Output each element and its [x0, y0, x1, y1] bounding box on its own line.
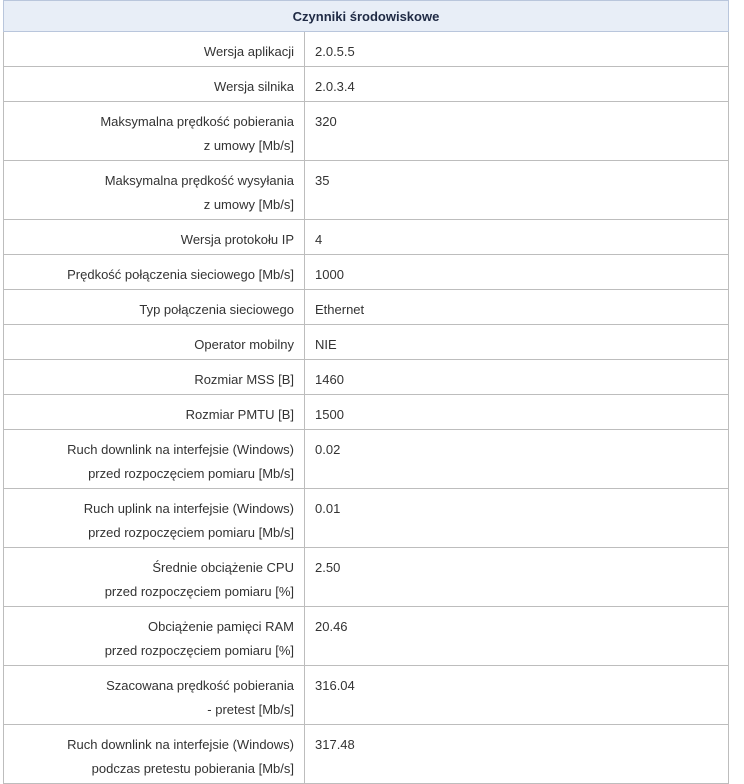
row-value: 1500	[305, 395, 729, 430]
row-label-line: Maksymalna prędkość wysyłania	[104, 173, 294, 188]
row-value: 2.0.3.4	[305, 67, 729, 102]
table-row	[4, 548, 729, 607]
table-row	[4, 255, 729, 290]
row-label-line: Typ połączenia sieciowego	[139, 302, 294, 317]
row-label	[4, 489, 305, 548]
table-row	[4, 725, 729, 784]
table-row	[4, 607, 729, 666]
row-label	[4, 102, 305, 161]
table-row	[4, 290, 729, 325]
row-value: 317.48	[305, 725, 729, 784]
table-row	[4, 102, 729, 161]
row-label-line: Ruch downlink na interfejsie (Windows)	[67, 737, 294, 752]
table-row	[4, 161, 729, 220]
row-label	[4, 32, 305, 67]
row-label-line: Wersja silnika	[214, 79, 294, 94]
row-label-line: Wersja protokołu IP	[180, 232, 294, 247]
row-label	[4, 161, 305, 220]
row-value: 316.04	[305, 666, 729, 725]
row-value: 2.0.5.5	[305, 32, 729, 67]
row-label	[4, 290, 305, 325]
row-label	[4, 395, 305, 430]
table-row	[4, 430, 729, 489]
table-row	[4, 666, 729, 725]
table-row	[4, 325, 729, 360]
row-label-line: Prędkość połączenia sieciowego [Mb/s]	[67, 267, 294, 282]
row-value: 0.02	[305, 430, 729, 489]
table-row	[4, 360, 729, 395]
row-label-line: przed rozpoczęciem pomiaru [%]	[104, 643, 294, 658]
row-label-line: Ruch uplink na interfejsie (Windows)	[83, 501, 294, 516]
table-row	[4, 489, 729, 548]
row-value: 1460	[305, 360, 729, 395]
table-row	[4, 395, 729, 430]
row-value: 1000	[305, 255, 729, 290]
row-label-line: podczas pretestu pobierania [Mb/s]	[91, 761, 294, 776]
row-label	[4, 325, 305, 360]
row-label	[4, 255, 305, 290]
table-row	[4, 67, 729, 102]
row-label-line: Średnie obciążenie CPU	[152, 560, 294, 575]
row-label	[4, 360, 305, 395]
row-label-line: przed rozpoczęciem pomiaru [Mb/s]	[88, 466, 294, 481]
row-value: Ethernet	[305, 290, 729, 325]
row-value: 20.46	[305, 607, 729, 666]
row-label-line: przed rozpoczęciem pomiaru [Mb/s]	[88, 525, 294, 540]
row-label-line: - pretest [Mb/s]	[207, 702, 294, 717]
row-label-line: Szacowana prędkość pobierania	[106, 678, 294, 693]
table-title: Czynniki środowiskowe	[4, 1, 729, 32]
row-label	[4, 607, 305, 666]
row-label	[4, 666, 305, 725]
table-row	[4, 220, 729, 255]
row-label-line: Maksymalna prędkość pobierania	[100, 114, 294, 129]
row-value: 35	[305, 161, 729, 220]
row-value: NIE	[305, 325, 729, 360]
row-label	[4, 430, 305, 489]
table-row	[4, 32, 729, 67]
row-label	[4, 67, 305, 102]
row-label-line: Ruch downlink na interfejsie (Windows)	[67, 442, 294, 457]
row-label-line: Obciążenie pamięci RAM	[148, 619, 294, 634]
row-label-line: Rozmiar MSS [B]	[194, 372, 294, 387]
row-label-line: Wersja aplikacji	[203, 44, 294, 59]
row-label-line: Operator mobilny	[194, 337, 294, 352]
row-value: 320	[305, 102, 729, 161]
row-label-line: z umowy [Mb/s]	[203, 197, 294, 212]
table-header-row	[4, 1, 729, 32]
row-label	[4, 220, 305, 255]
row-label	[4, 725, 305, 784]
row-label-line: z umowy [Mb/s]	[203, 138, 294, 153]
table-body	[4, 32, 729, 784]
row-value: 0.01	[305, 489, 729, 548]
row-label	[4, 548, 305, 607]
row-value: 4	[305, 220, 729, 255]
environment-factors-table	[3, 0, 729, 784]
row-value: 2.50	[305, 548, 729, 607]
row-label-line: przed rozpoczęciem pomiaru [%]	[104, 584, 294, 599]
row-label-line: Rozmiar PMTU [B]	[185, 407, 294, 422]
